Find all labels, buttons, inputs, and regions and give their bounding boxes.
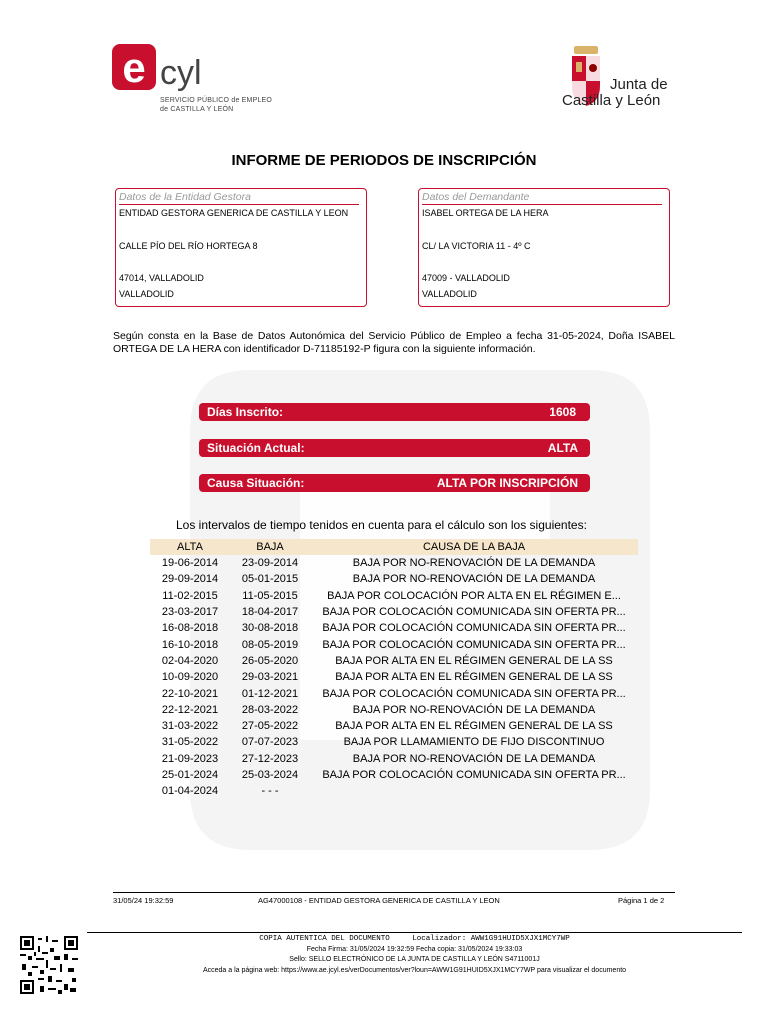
cell-alta: 01-04-2024 [161, 785, 219, 798]
table-row [150, 604, 638, 620]
cell-causa: BAJA POR NO-RENOVACIÓN DE LA DEMANDA [352, 703, 596, 716]
cell-baja: 25-03-2024 [241, 769, 299, 781]
ecyl-sub-line2: de CASTILLA Y LEÓN [160, 106, 234, 113]
table-row [150, 718, 638, 734]
verification-divider [87, 932, 742, 933]
cell-alta: 21-09-2023 [161, 752, 219, 765]
table-row [150, 669, 638, 685]
table-header-row [150, 539, 638, 555]
cell-causa: BAJA POR COLOCACIÓN COMUNICADA SIN OFERTA PR... [322, 622, 626, 635]
verification-header [87, 935, 742, 943]
header-baja: BAJA [230, 539, 310, 555]
qr-code-icon [20, 936, 78, 994]
cell-causa: BAJA POR ALTA EN EL RÉGIMEN GENERAL DE LA SS [335, 671, 613, 684]
entidad-line-postal: 47014, VALLADOLID [119, 273, 204, 283]
periods-table-body [150, 555, 638, 799]
cell-alta: 29-09-2014 [161, 573, 219, 586]
cell-baja: 30-08-2018 [241, 622, 299, 635]
situacion-actual-label: Situación Actual: [207, 441, 305, 455]
cell-causa: BAJA POR COLOCACIÓN COMUNICADA SIN OFERTA PR... [322, 687, 626, 700]
situacion-actual-value: ALTA [547, 441, 578, 455]
junta-line2: Castilla y León [562, 92, 661, 109]
cell-alta: 22-12-2021 [161, 703, 219, 716]
ecyl-sub-line1: SERVICIO PÚBLICO de EMPLEO [160, 97, 273, 104]
verification-seal: Sello: SELLO ELECTRÓNICO DE LA JUNTA DE CASTILLA Y LEÓN S4711001J [289, 956, 540, 963]
ecyl-logo-e: e [122, 44, 146, 91]
demandante-line-postal: 47009 - VALLADOLID [422, 273, 510, 283]
cell-baja: 27-05-2022 [241, 720, 299, 733]
table-row [150, 783, 638, 799]
cell-alta: 31-05-2022 [161, 736, 219, 749]
cell-causa: BAJA POR COLOCACIÓN POR ALTA EN EL RÉGIMEN E... [327, 589, 621, 602]
verification-dates: Fecha Firma: 31/05/2024 19:32:59 Fecha copia: 31/05/2024 19:33:03 [306, 946, 523, 953]
cell-baja: 28-03-2022 [241, 703, 299, 716]
cell-alta: 31-03-2022 [161, 720, 219, 733]
table-row [150, 588, 638, 604]
cell-baja: 07-07-2023 [241, 736, 299, 749]
table-row [150, 767, 638, 783]
cell-baja: - - - [261, 785, 279, 798]
cell-baja: 27-12-2023 [241, 752, 299, 765]
table-row [150, 751, 638, 767]
cell-alta: 22-10-2021 [161, 687, 219, 700]
cell-causa: BAJA POR NO-RENOVACIÓN DE LA DEMANDA [352, 557, 596, 570]
causa-situacion-value: ALTA POR INSCRIPCIÓN [436, 476, 578, 490]
situacion-actual-bar [199, 439, 590, 457]
cell-baja: 11-05-2015 [242, 589, 298, 602]
cell-baja: 18-04-2017 [241, 606, 299, 619]
cell-causa: BAJA POR COLOCACIÓN COMUNICADA SIN OFERTA PR... [322, 606, 626, 619]
cell-causa: BAJA POR ALTA EN EL RÉGIMEN GENERAL DE LA SS [335, 654, 613, 667]
dias-inscrito-label: Días Inscrito: [207, 405, 284, 419]
demandante-line-province: VALLADOLID [422, 289, 477, 299]
cell-causa: BAJA POR NO-RENOVACIÓN DE LA DEMANDA [352, 573, 596, 586]
dias-inscrito-value: 1608 [549, 405, 576, 419]
footer-divider [113, 892, 675, 893]
cell-baja: 23-09-2014 [241, 557, 299, 570]
cell-alta: 10-09-2020 [161, 671, 219, 684]
cell-baja: 01-12-2021 [241, 687, 299, 700]
table-row [150, 571, 638, 587]
footer-entity: AG47000108 - ENTIDAD GESTORA GENERICA DE CASTILLA Y LEON [258, 896, 500, 905]
copy-label: COPIA AUTENTICA DEL DOCUMENTO [259, 935, 390, 943]
verification-access-link[interactable]: Acceda a la página web: https://www.ae.jcyl.es/verDocumentos/ver?loun=AWW1G91HUID5XJX1MCY7WP para visualizar el documento [202, 967, 627, 974]
cell-causa: BAJA POR COLOCACIÓN COMUNICADA SIN OFERTA PR... [322, 638, 626, 651]
cell-causa: BAJA POR ALTA EN EL RÉGIMEN GENERAL DE LA SS [335, 720, 613, 733]
table-row [150, 685, 638, 701]
cell-alta: 19-06-2014 [161, 557, 219, 570]
periods-table [150, 539, 638, 799]
cell-causa: BAJA POR NO-RENOVACIÓN DE LA DEMANDA [352, 752, 596, 765]
table-row [150, 734, 638, 750]
entidad-heading: Datos de la Entidad Gestora [119, 191, 359, 205]
causa-situacion-label: Causa Situación: [207, 476, 305, 490]
cell-alta: 11-02-2015 [162, 589, 218, 602]
table-row [150, 702, 638, 718]
entidad-line-address: CALLE PÍO DEL RÍO HORTEGA 8 [119, 241, 258, 251]
cell-causa: BAJA POR LLAMAMIENTO DE FIJO DISCONTINUO [343, 736, 605, 749]
locator-label: Localizador: AWW1G91HUID5XJX1MCY7WP [412, 935, 570, 943]
page-title: INFORME DE PERIODOS DE INSCRIPCIÓN [231, 152, 537, 169]
cell-alta: 02-04-2020 [161, 654, 219, 667]
cell-causa [310, 783, 638, 799]
footer-page: Página 1 de 2 [618, 896, 665, 905]
demandante-heading: Datos del Demandante [422, 191, 662, 205]
cell-alta: 16-08-2018 [161, 622, 219, 635]
entidad-line-name: ENTIDAD GESTORA GENERICA DE CASTILLA Y LEON [119, 208, 349, 218]
junta-line1: Junta de [610, 76, 668, 93]
cell-baja: 05-01-2015 [241, 573, 299, 586]
demandante-box [418, 188, 670, 307]
dias-inscrito-bar [199, 403, 590, 421]
entidad-line-province: VALLADOLID [119, 289, 174, 299]
header-causa: CAUSA DE LA BAJA [310, 539, 638, 555]
intervals-intro: Los intervalos de tiempo tenidos en cuenta para el cálculo son los siguientes: [176, 518, 587, 532]
demandante-line-name: ISABEL ORTEGA DE LA HERA [422, 208, 549, 218]
cell-causa: BAJA POR COLOCACIÓN COMUNICADA SIN OFERTA PR... [322, 769, 626, 781]
entidad-gestora-box [115, 188, 367, 307]
ecyl-subtitle [160, 96, 272, 114]
table-row [150, 620, 638, 636]
cell-baja: 29-03-2021 [241, 671, 299, 684]
header-alta: ALTA [150, 539, 230, 555]
table-row [150, 636, 638, 652]
cell-alta: 23-03-2017 [161, 606, 219, 619]
table-row [150, 653, 638, 669]
table-row [150, 555, 638, 571]
ecyl-logo-text: cyl [160, 54, 202, 92]
cell-alta: 25-01-2024 [161, 769, 219, 781]
demandante-line-address: CL/ LA VICTORIA 11 - 4º C [422, 241, 531, 251]
causa-situacion-bar [199, 474, 590, 492]
intro-paragraph: Según consta en la Base de Datos Autonómica del Servicio Público de Empleo a fecha 31-05-2024, Doña ISABEL ORTEGA DE LA HERA con identificador D-71185192-P figura con la siguiente información. [113, 330, 675, 355]
cell-baja: 08-05-2019 [241, 638, 299, 651]
cell-baja: 26-05-2020 [241, 654, 299, 667]
cell-alta: 16-10-2018 [161, 638, 219, 651]
footer-datetime: 31/05/24 19:32:59 [113, 896, 174, 905]
